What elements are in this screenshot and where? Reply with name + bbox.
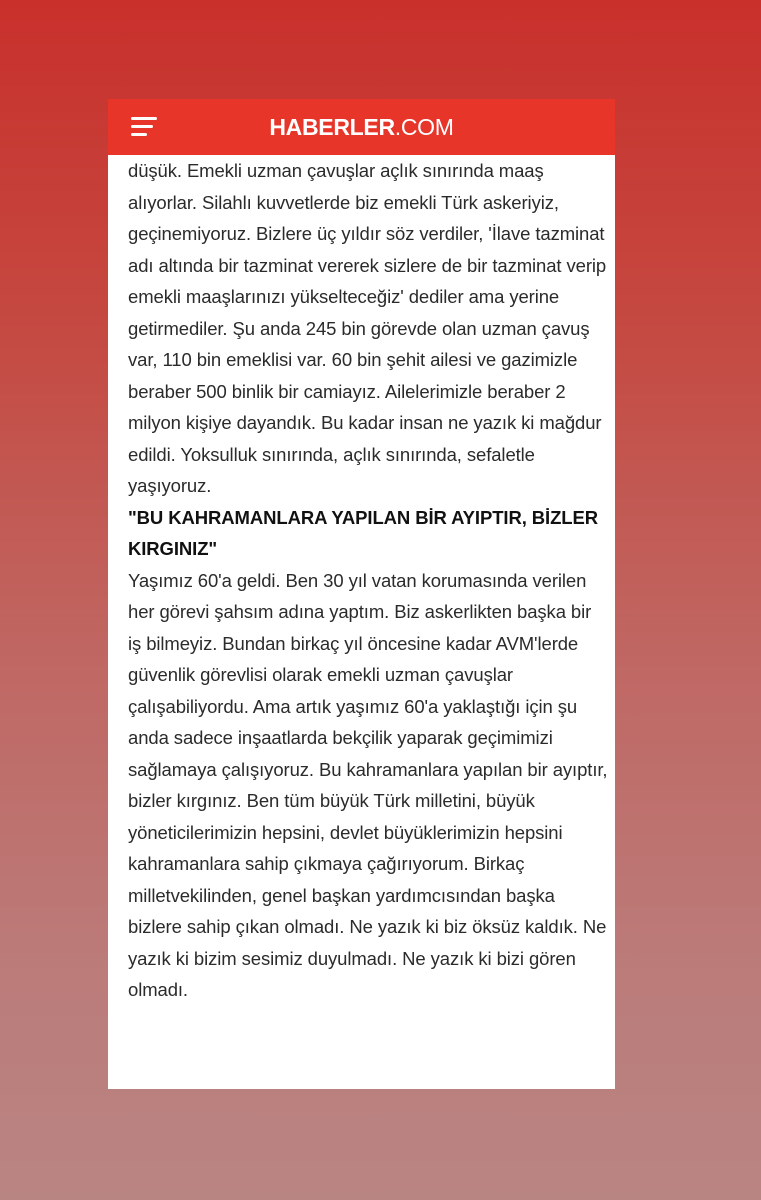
article-subheading: "BU KAHRAMANLARA YAPILAN BİR AYIPTIR, BİZLER KIRGINIZ" (128, 506, 598, 559)
site-logo[interactable] (269, 114, 453, 141)
scroll-fade (108, 1067, 615, 1089)
logo-domain-text: .COM (394, 113, 454, 140)
menu-line (131, 125, 153, 128)
menu-line (131, 133, 147, 136)
article-paragraph: Yaşımız 60'a geldi. Ben 30 yıl vatan korumasında verilen her görevi şahsım adına yaptım. Biz askerlikten başka bir iş bilmeyiz. Bundan birkaç yıl öncesine kadar AVM'lerde güvenlik görevlisi olarak emekli uzman çavuşlar çalışabiliyordu. Ama artık yaşımız 60'a yaklaştığı için şu anda sadece inşaatlarda bekçilik yaparak geçimimizi sağlamaya çalışıyoruz. Bu kahramanlara yapılan bir ayıptır, bizler kırgınız. Ben tüm büyük Türk milletini, büyük yöneticilerimizin hepsini, devlet büyüklerimizin hepsini kahramanlara sahip çıkmaya çağırıyorum. Birkaç milletvekilinden, genel başkan yardımcısından başka bizlere sahip çıkan olmadı. Ne yazık ki biz öksüz kaldık. Ne yazık ki bizim sesimiz duyulmadı. Ne yazık ki bizi gören olmadı. (128, 569, 608, 1000)
menu-line (131, 117, 157, 120)
article-body (128, 155, 608, 1006)
site-header (108, 99, 615, 155)
article-paragraph: düşük. Emekli uzman çavuşlar açlık sınırında maaş alıyorlar. Silahlı kuvvetlerde biz emekli Türk askeriyiz, geçinemiyoruz. Bizlere üç yıldır söz verdiler, 'İlave tazminat adı altında bir tazminat vererek sizlere de bir tazminat verip emekli maaşlarınızı yükselteceğiz' dediler ama yerine getirmediler. Şu anda 245 bin görevde olan uzman çavuş var, 110 bin emeklisi var. 60 bin şehit ailesi ve gazimizle beraber 500 binlik bir camiayız. Ailelerimizle beraber 2 milyon kişiye dayandık. Bu kadar insan ne yazık ki mağdur edildi. Yoksulluk sınırında, açlık sınırında, sefaletle yaşıyoruz. (128, 160, 607, 496)
hamburger-menu-icon[interactable] (131, 117, 159, 137)
article-screen (108, 99, 615, 1089)
logo-bold-text: HABERLER (269, 113, 395, 140)
